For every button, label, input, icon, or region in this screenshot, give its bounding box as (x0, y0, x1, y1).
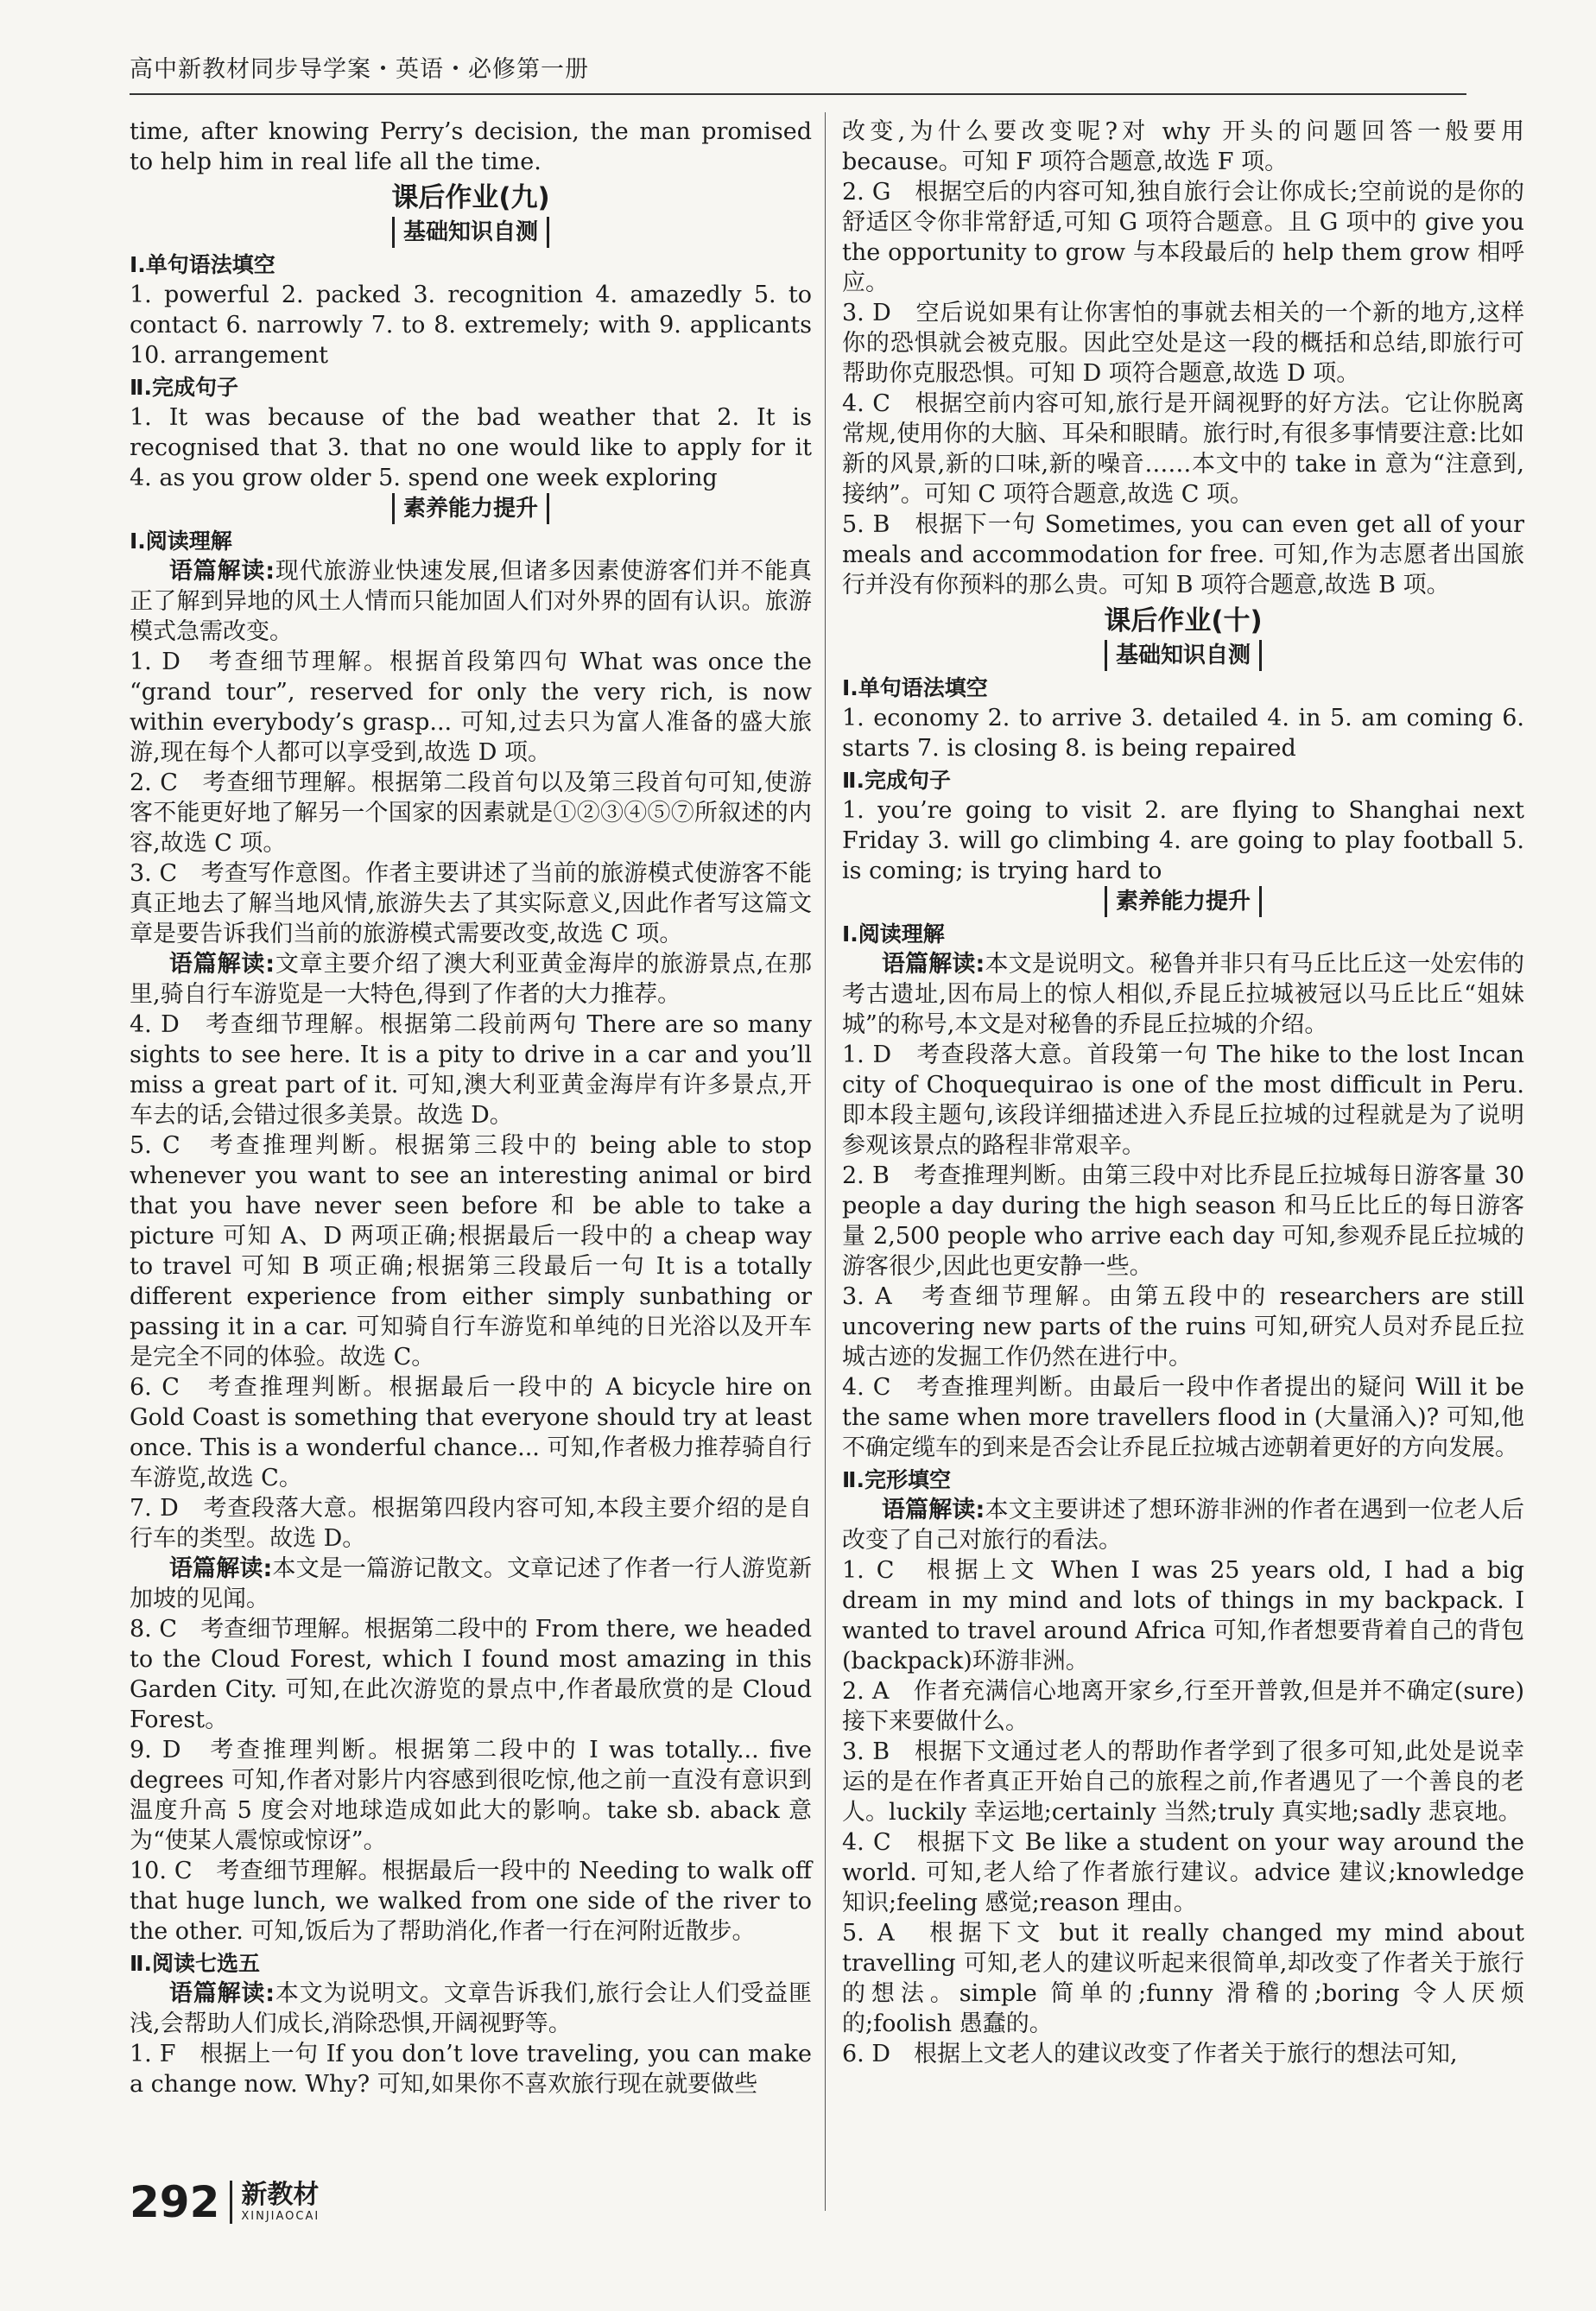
part-heading: Ⅰ.阅读理解 (130, 529, 232, 554)
answer-item: 6. D 根据上文老人的建议改变了作者关于旅行的想法可知, (842, 2041, 1458, 2067)
continued-text: 改变,为什么要改变呢?对 why 开头的问题回答一般要用 because。可知 F 项符合题意,故选 F 项。 (842, 118, 1524, 175)
right-column (842, 117, 1524, 2069)
subsection-box: 素养能力提升 (842, 886, 1524, 917)
part-heading: Ⅰ.单句语法填空 (130, 252, 276, 277)
continued-text: time, after knowing Perry’s decision, the man promised to help him in real life all the time. (130, 118, 812, 175)
answer-item: 3. B 根据下文通过老人的帮助作者学到了很多可知,此处是说幸运的是在作者真正开始自己的旅程之前,作者遇见了一个善良的老人。luckily 幸运地;certainly 当然;truly 真实地;sadly 悲哀地。 (842, 1738, 1524, 1826)
answer-item: 1. D 考查段落大意。首段第一句 The hike to the lost Incan city of Choquequirao is one of the most difficult in Peru. 即本段主题句,该段详细描述进入乔昆丘拉城的过程就是为了说明参观该景点的路程非常艰辛。 (842, 1042, 1524, 1159)
left-column (130, 117, 812, 2099)
section-title: 课后作业(十) (1104, 605, 1263, 636)
subsection-box: 素养能力提升 (130, 493, 812, 524)
page-footer (130, 2177, 320, 2227)
passage-interpretation: 语篇解读:本文为说明文。文章告诉我们,旅行会让人们受益匪浅,会帮助人们成长,消除恐惧,开阔视野等。 (130, 1980, 812, 2037)
header-rule (130, 93, 1466, 95)
part-heading: Ⅱ.完成句子 (842, 768, 951, 793)
answer-item: 4. D 考查细节理解。根据第二段前两句 There are so many sights to see here. It is a pity to drive in a car and you’ll miss a great part of it. 可知,澳大利亚黄金海岸有许多景点,开车去的话,会错过很多美景。故选 D。 (130, 1011, 812, 1129)
answer-item: 1. C 根据上文 When I was 25 years old, I had a big dream in my mind and lots of things in my backpack. I wanted to travel around Africa 可知,作者想要背着自己的背包(backpack)环游非洲。 (842, 1557, 1524, 1675)
answer-item: 6. C 考查推理判断。根据最后一段中的 A bicycle hire on Gold Coast is something that everyone should try at least once. This is a wonderful chance... 可知,作者极力推荐骑自行车游览,故选 C。 (130, 1374, 812, 1491)
page-number: 292 (130, 2177, 220, 2227)
section-title: 课后作业(九) (391, 182, 550, 213)
answer-item: 7. D 考查段落大意。根据第四段内容可知,本段主要介绍的是自行车的类型。故选 D。 (130, 1495, 812, 1552)
part-heading: Ⅱ.阅读七选五 (130, 1951, 260, 1976)
part-heading: Ⅱ.完成句子 (130, 375, 238, 400)
answer-item: 2. G 根据空后的内容可知,独自旅行会让你成长;空前说的是你的舒适区令你非常舒适,可知 G 项符合题意。且 G 项中的 give you the opportunity to grow 与本段最后的 help them grow 相呼应。 (842, 179, 1524, 296)
passage-interpretation: 语篇解读:本文是说明文。秘鲁并非只有马丘比丘这一处宏伟的考古遗址,因布局上的惊人相似,乔昆丘拉城被冠以马丘比丘“姐妹城”的称号,本文是对秘鲁的乔昆丘拉城的介绍。 (842, 951, 1524, 1038)
answer-list: 1. economy 2. to arrive 3. detailed 4. in 5. am coming 6. starts 7. is closing 8. is being repaired (842, 705, 1524, 762)
answer-item: 1. F 根据上一句 If you don’t love traveling, you can make a change now. Why? 可知,如果你不喜欢旅行现在就要做些 (130, 2041, 812, 2098)
answer-item: 4. C 根据下文 Be like a student on your way around the world. 可知,老人给了作者旅行建议。advice 建议;knowledge 知识;feeling 感觉;reason 理由。 (842, 1829, 1524, 1916)
answer-item: 10. C 考查细节理解。根据最后一段中的 Needing to walk off that huge lunch, we walked from one side of the river to the other. 可知,饭后为了帮助消化,作者一行在河附近散步。 (130, 1858, 812, 1945)
answer-item: 5. B 根据下一句 Sometimes, you can even get all of your meals and accommodation for free. 可知,作为志愿者出国旅行并没有你预料的那么贵。可知 B 项符合题意,故选 B 项。 (842, 511, 1524, 598)
answer-item: 3. D 空后说如果有让你害怕的事就去相关的一个新的地方,这样你的恐惧就会被克服。因此空处是这一段的概括和总结,即旅行可帮助你克服恐惧。可知 D 项符合题意,故选 D 项。 (842, 300, 1524, 387)
answer-item: 1. D 考查细节理解。根据首段第四句 What was once the “grand tour”, reserved for only the very rich, is now within everybody’s grasp... 可知,过去只为富人准备的盛大旅游,现在每个人都可以享受到,故选 D 项。 (130, 649, 812, 766)
answer-item: 3. A 考查细节理解。由第五段中的 researchers are still uncovering new parts of the ruins 可知,研究人员对乔昆丘拉城古迹的发掘工作仍然在进行中。 (842, 1283, 1524, 1371)
brand-logo (230, 2181, 320, 2224)
answer-item: 4. C 根据空前内容可知,旅行是开阔视野的好方法。它让你脱离常规,使用你的大脑、耳朵和眼睛。旅行时,有很多事情要注意:比如新的风景,新的口味,新的噪音……本文中的 take in 意为“注意到,接纳”。可知 C 项符合题意,故选 C 项。 (842, 390, 1524, 508)
passage-interpretation: 语篇解读:本文主要讲述了想环游非洲的作者在遇到一位老人后改变了自己对旅行的看法。 (842, 1497, 1524, 1554)
answer-list: 1. It was because of the bad weather that 2. It is recognised that 3. that no one would like to apply for it 4. as you grow older 5. spend one week exploring (130, 404, 812, 491)
passage-interpretation: 语篇解读:本文是一篇游记散文。文章记述了作者一行人游览新加坡的见闻。 (130, 1555, 812, 1612)
page-header: 高中新教材同步导学案・英语・必修第一册 (130, 56, 589, 83)
part-heading: Ⅰ.阅读理解 (842, 921, 945, 947)
part-heading: Ⅱ.完形填空 (842, 1467, 951, 1492)
part-heading: Ⅰ.单句语法填空 (842, 675, 988, 700)
answer-item: 2. A 作者充满信心地离开家乡,行至开普敦,但是并不确定(sure)接下来要做什么。 (842, 1678, 1524, 1735)
brand-pinyin: XINJIAOCAI (241, 2210, 320, 2223)
answer-item: 2. B 考查推理判断。由第三段中对比乔昆丘拉城每日游客量 30 people a day during the high season 和马丘比丘的每日游客量 2,500 people who arrive each day 可知,参观乔昆丘拉城的游客很少,因此也更安静一些。 (842, 1162, 1524, 1280)
answer-item: 3. C 考查写作意图。作者主要讲述了当前的旅游模式使游客不能真正地去了解当地风情,旅游失去了其实际意义,因此作者写这篇文章是要告诉我们当前的旅游模式需要改变,故选 C 项。 (130, 860, 812, 947)
answer-item: 4. C 考查推理判断。由最后一段中作者提出的疑问 Will it be the same when more travellers flood in (大量涌入)? 可知,他不确定缆车的到来是否会让乔昆丘拉城古迹朝着更好的方向发展。 (842, 1374, 1524, 1461)
column-divider (825, 112, 826, 2211)
answer-list: 1. powerful 2. packed 3. recognition 4. amazedly 5. to contact 6. narrowly 7. to 8. extremely; with 9. applicants 10. arrangement (130, 282, 812, 369)
answer-item: 9. D 考查推理判断。根据第二段中的 I was totally... five degrees 可知,作者对影片内容感到很吃惊,他之前一直没有意识到温度升高 5 度会对地球造成如此大的影响。take sb. aback 意为“使某人震惊或惊讶”。 (130, 1737, 812, 1854)
subsection-box: 基础知识自测 (130, 217, 812, 248)
answer-item: 5. C 考查推理判断。根据第三段中的 being able to stop whenever you want to see an interesting animal or bird that you have never seen before 和 be able to take a picture 可知 A、D 两项正确;根据最后一段中的 a cheap way to travel 可知 B 项正确;根据第三段最后一句 It is a totally different experience from either simply sunbathing or passing it in a car. 可知骑自行车游览和单纯的日光浴以及开车是完全不同的体验。故选 C。 (130, 1132, 812, 1371)
answer-item: 8. C 考查细节理解。根据第二段中的 From there, we headed to the Cloud Forest, which I found most amazing in this Garden City. 可知,在此次游览的景点中,作者最欣赏的是 Cloud Forest。 (130, 1616, 812, 1733)
passage-interpretation: 语篇解读:文章主要介绍了澳大利亚黄金海岸的旅游景点,在那里,骑自行车游览是一大特色,得到了作者的大力推荐。 (130, 951, 812, 1008)
answer-item: 2. C 考查细节理解。根据第二段首句以及第三段首句可知,使游客不能更好地了解另一个国家的因素就是①②③④⑤⑦所叙述的内容,故选 C 项。 (130, 769, 812, 857)
brand-name: 新教材 (241, 2180, 320, 2210)
passage-interpretation: 语篇解读:现代旅游业快速发展,但诸多因素使游客们并不能真正了解到异地的风土人情而只能加固人们对外界的固有认识。旅游模式急需改变。 (130, 558, 812, 645)
answer-list: 1. you’re going to visit 2. are flying to Shanghai next Friday 3. will go climbing 4. are going to play football 5. is coming; is trying hard to (842, 797, 1524, 884)
subsection-box: 基础知识自测 (842, 640, 1524, 671)
answer-item: 5. A 根据下文 but it really changed my mind about travelling 可知,老人的建议听起来很简单,却改变了作者关于旅行的想法。simple 简单的;funny 滑稽的;boring 令人厌烦的;foolish 愚蠢的。 (842, 1920, 1524, 2037)
